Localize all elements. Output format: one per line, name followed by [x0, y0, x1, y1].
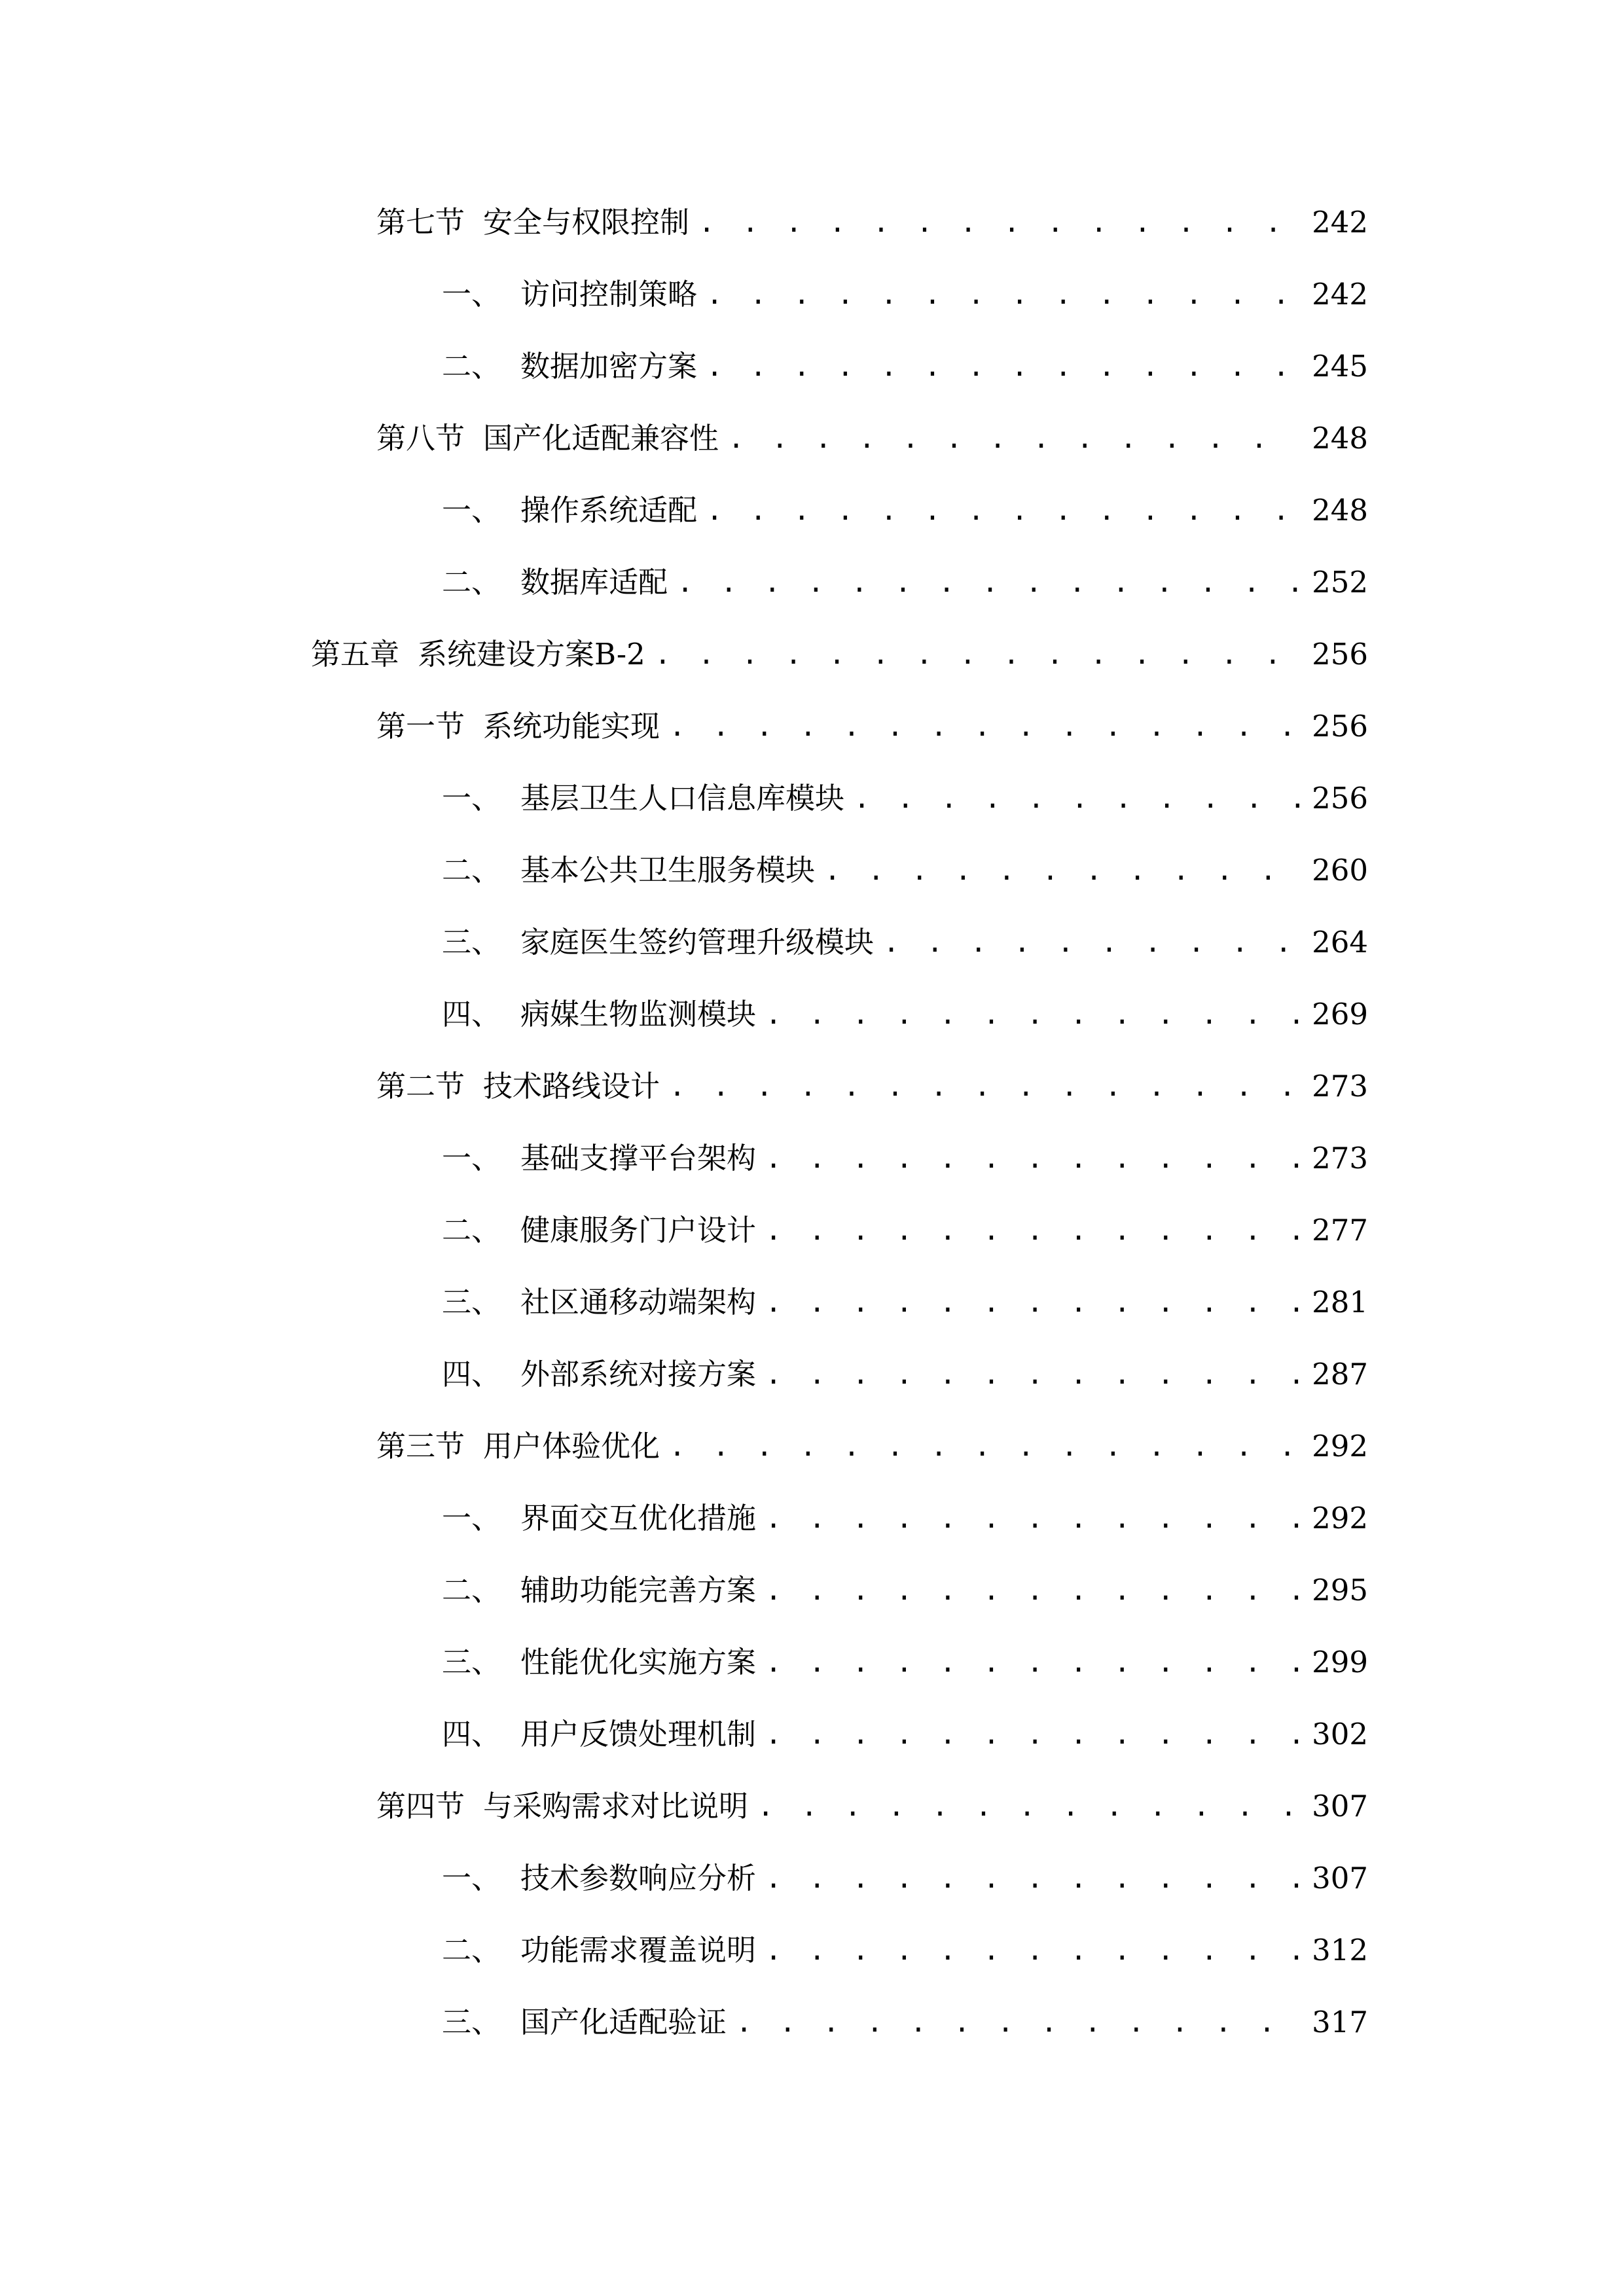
dot-leader	[765, 988, 1300, 1041]
toc-entry-section[interactable]	[376, 412, 1368, 465]
toc-entry-subsection[interactable]	[442, 484, 1368, 537]
dot-leader	[736, 1996, 1300, 2049]
toc-entry-label	[442, 1852, 756, 1905]
toc-entry-subsection[interactable]	[442, 1348, 1368, 1401]
toc-entry-label	[376, 196, 689, 249]
toc-entry-page: 299	[1312, 1645, 1368, 1679]
toc-entry-number: 第二节	[376, 1069, 465, 1103]
toc-entry-page: 264	[1312, 925, 1368, 960]
toc-entry-label	[376, 412, 719, 465]
toc-entry-number: 三、	[442, 2005, 501, 2039]
toc-entry-number: 第七节	[376, 205, 465, 240]
toc-entry-number: 一、	[442, 1141, 501, 1175]
toc-entry-number: 四、	[442, 997, 501, 1031]
toc-entry-label	[442, 844, 815, 897]
dot-leader	[655, 628, 1300, 681]
toc-entry-section[interactable]	[376, 196, 1368, 249]
toc-entry-title: 基层卫生人口信息库模块	[520, 781, 845, 816]
toc-entry-title: 操作系统适配	[520, 493, 698, 528]
toc-entry-subsection[interactable]	[442, 268, 1368, 321]
toc-entry-page: 252	[1312, 565, 1368, 600]
toc-entry-subsection[interactable]	[442, 844, 1368, 897]
toc-entry-page: 248	[1312, 493, 1368, 528]
dot-leader	[698, 196, 1300, 249]
toc-entry-label	[442, 1924, 756, 1977]
toc-entry-number: 三、	[442, 1285, 501, 1319]
dot-leader	[677, 556, 1300, 609]
toc-entry-number: 一、	[442, 493, 501, 528]
toc-entry-subsection[interactable]	[442, 1204, 1368, 1257]
toc-entry-title: 性能优化实施方案	[520, 1645, 757, 1679]
toc-entry-title: 健康服务门户设计	[520, 1213, 757, 1247]
toc-entry-title: 国产化适配验证	[520, 2005, 727, 2039]
toc-entry-page: 242	[1312, 277, 1368, 312]
toc-entry-label	[442, 1132, 756, 1185]
toc-entry-title: 家庭医生签约管理升级模块	[520, 925, 875, 960]
toc-entry-number: 三、	[442, 1645, 501, 1679]
toc-entry-number: 一、	[442, 1861, 501, 1895]
toc-entry-title: 数据加密方案	[520, 349, 698, 384]
toc-entry-subsection[interactable]	[442, 340, 1368, 393]
toc-entry-number: 第八节	[376, 421, 465, 456]
toc-entry-page: 281	[1312, 1285, 1368, 1319]
toc-entry-title: 病媒生物监测模块	[520, 997, 757, 1031]
toc-entry-label	[442, 1276, 756, 1329]
toc-entry-page: 273	[1312, 1069, 1368, 1103]
toc-entry-subsection[interactable]	[442, 1132, 1368, 1185]
toc-entry-label	[442, 916, 874, 969]
toc-entry-page: 292	[1312, 1429, 1368, 1463]
toc-entry-label	[442, 1348, 756, 1401]
toc-entry-page: 260	[1312, 853, 1368, 888]
toc-entry-label	[442, 1564, 756, 1617]
toc-entry-subsection[interactable]	[442, 772, 1368, 825]
dot-leader	[765, 1492, 1300, 1545]
toc-entry-subsection[interactable]	[442, 988, 1368, 1041]
toc-entry-title: 功能需求覆盖说明	[520, 1933, 757, 1967]
dot-leader	[765, 1348, 1300, 1401]
toc-entry-subsection[interactable]	[442, 1708, 1368, 1761]
toc-entry-label	[442, 1996, 727, 2049]
toc-entry-page: 292	[1312, 1501, 1368, 1535]
toc-entry-title: 用户反馈处理机制	[520, 1717, 757, 1751]
toc-entry-subsection[interactable]	[442, 1852, 1368, 1905]
dot-leader	[706, 340, 1300, 393]
toc-entry-label	[442, 1204, 756, 1257]
toc-entry-title: 界面交互优化措施	[520, 1501, 757, 1535]
toc-entry-number: 一、	[442, 781, 501, 816]
toc-entry-page: 273	[1312, 1141, 1368, 1175]
toc-entry-label	[442, 340, 697, 393]
toc-entry-number: 二、	[442, 1213, 501, 1247]
dot-leader	[765, 1852, 1300, 1905]
toc-entry-label	[442, 1492, 756, 1545]
toc-entry-page: 245	[1312, 349, 1368, 384]
dot-leader	[765, 1708, 1300, 1761]
dot-leader	[854, 772, 1300, 825]
toc-entry-number: 二、	[442, 1933, 501, 1967]
toc-entry-section[interactable]	[376, 1060, 1368, 1113]
toc-entry-number: 第五章	[311, 637, 400, 672]
dot-leader	[757, 1780, 1300, 1833]
dot-leader	[824, 844, 1300, 897]
toc-entry-section[interactable]	[376, 1420, 1368, 1473]
toc-entry-label	[376, 1420, 660, 1473]
toc-entry-page: 256	[1312, 781, 1368, 816]
toc-entry-section[interactable]	[376, 700, 1368, 753]
toc-entry-subsection[interactable]	[442, 1996, 1368, 2049]
toc-entry-subsection[interactable]	[442, 556, 1368, 609]
toc-entry-subsection[interactable]	[442, 1276, 1368, 1329]
toc-entry-title: 社区通移动端架构	[520, 1285, 757, 1319]
toc-entry-page: 269	[1312, 997, 1368, 1031]
toc-entry-page: 248	[1312, 421, 1368, 456]
toc-entry-subsection[interactable]	[442, 1924, 1368, 1977]
toc-entry-page: 256	[1312, 637, 1368, 672]
toc-entry-section[interactable]	[376, 1780, 1368, 1833]
toc-entry-title: 基本公共卫生服务模块	[520, 853, 816, 888]
toc-entry-number: 第四节	[376, 1789, 465, 1823]
toc-entry-number: 第三节	[376, 1429, 465, 1463]
dot-leader	[669, 700, 1300, 753]
toc-entry-title: 数据库适配	[520, 565, 668, 600]
toc-entry-page: 256	[1312, 709, 1368, 744]
toc-entry-number: 三、	[442, 925, 501, 960]
toc-entry-label	[311, 628, 645, 681]
dot-leader	[883, 916, 1300, 969]
toc-entry-number: 一、	[442, 1501, 501, 1535]
toc-entry-label	[442, 988, 756, 1041]
toc-entry-number: 二、	[442, 565, 501, 600]
dot-leader	[765, 1564, 1300, 1617]
toc-entry-title: 系统功能实现	[483, 709, 660, 744]
toc-entry-title: 系统建设方案B-2	[418, 637, 645, 672]
toc-entry-page: 317	[1312, 2005, 1368, 2039]
dot-leader	[706, 484, 1300, 537]
dot-leader	[765, 1924, 1300, 1977]
toc-entry-label	[376, 700, 660, 753]
toc-entry-subsection[interactable]	[442, 1492, 1368, 1545]
toc-entry-number: 第一节	[376, 709, 465, 744]
toc-entry-label	[376, 1060, 660, 1113]
toc-entry-chapter[interactable]	[311, 628, 1368, 681]
dot-leader	[706, 268, 1300, 321]
toc-entry-number: 二、	[442, 349, 501, 384]
toc-entry-number: 二、	[442, 853, 501, 888]
toc-entry-number: 四、	[442, 1357, 501, 1391]
toc-entry-label	[442, 268, 697, 321]
toc-entry-title: 外部系统对接方案	[520, 1357, 757, 1391]
toc-entry-page: 307	[1312, 1789, 1368, 1823]
toc-entry-page: 295	[1312, 1573, 1368, 1607]
toc-entry-title: 国产化适配兼容性	[483, 421, 719, 456]
toc-entry-label	[442, 1636, 756, 1689]
toc-entry-page: 312	[1312, 1933, 1368, 1967]
toc-entry-number: 四、	[442, 1717, 501, 1751]
toc-entry-page: 242	[1312, 205, 1368, 240]
toc-entry-subsection[interactable]	[442, 916, 1368, 969]
toc-entry-label	[442, 1708, 756, 1761]
dot-leader	[728, 412, 1300, 465]
dot-leader	[669, 1420, 1300, 1473]
toc-entry-title: 与采购需求对比说明	[483, 1789, 749, 1823]
toc-entry-title: 辅助功能完善方案	[520, 1573, 757, 1607]
toc-entry-label	[442, 556, 668, 609]
toc-entry-label	[442, 772, 844, 825]
dot-leader	[765, 1276, 1300, 1329]
toc-entry-label	[442, 484, 697, 537]
toc-entry-title: 访问控制策略	[520, 277, 698, 312]
toc-entry-title: 基础支撑平台架构	[520, 1141, 757, 1175]
toc-entry-page: 302	[1312, 1717, 1368, 1751]
toc-entry-page: 287	[1312, 1357, 1368, 1391]
dot-leader	[669, 1060, 1300, 1113]
toc-entry-title: 安全与权限控制	[483, 205, 690, 240]
toc-entry-subsection[interactable]	[442, 1636, 1368, 1689]
toc-entry-number: 二、	[442, 1573, 501, 1607]
toc-entry-subsection[interactable]	[442, 1564, 1368, 1617]
toc-entry-page: 277	[1312, 1213, 1368, 1247]
toc-entry-title: 技术路线设计	[483, 1069, 660, 1103]
toc-entry-page: 307	[1312, 1861, 1368, 1895]
toc-entry-label	[376, 1780, 748, 1833]
toc-entry-title: 技术参数响应分析	[520, 1861, 757, 1895]
toc-entry-number: 一、	[442, 277, 501, 312]
dot-leader	[765, 1132, 1300, 1185]
toc-entry-title: 用户体验优化	[483, 1429, 660, 1463]
dot-leader	[765, 1636, 1300, 1689]
dot-leader	[765, 1204, 1300, 1257]
